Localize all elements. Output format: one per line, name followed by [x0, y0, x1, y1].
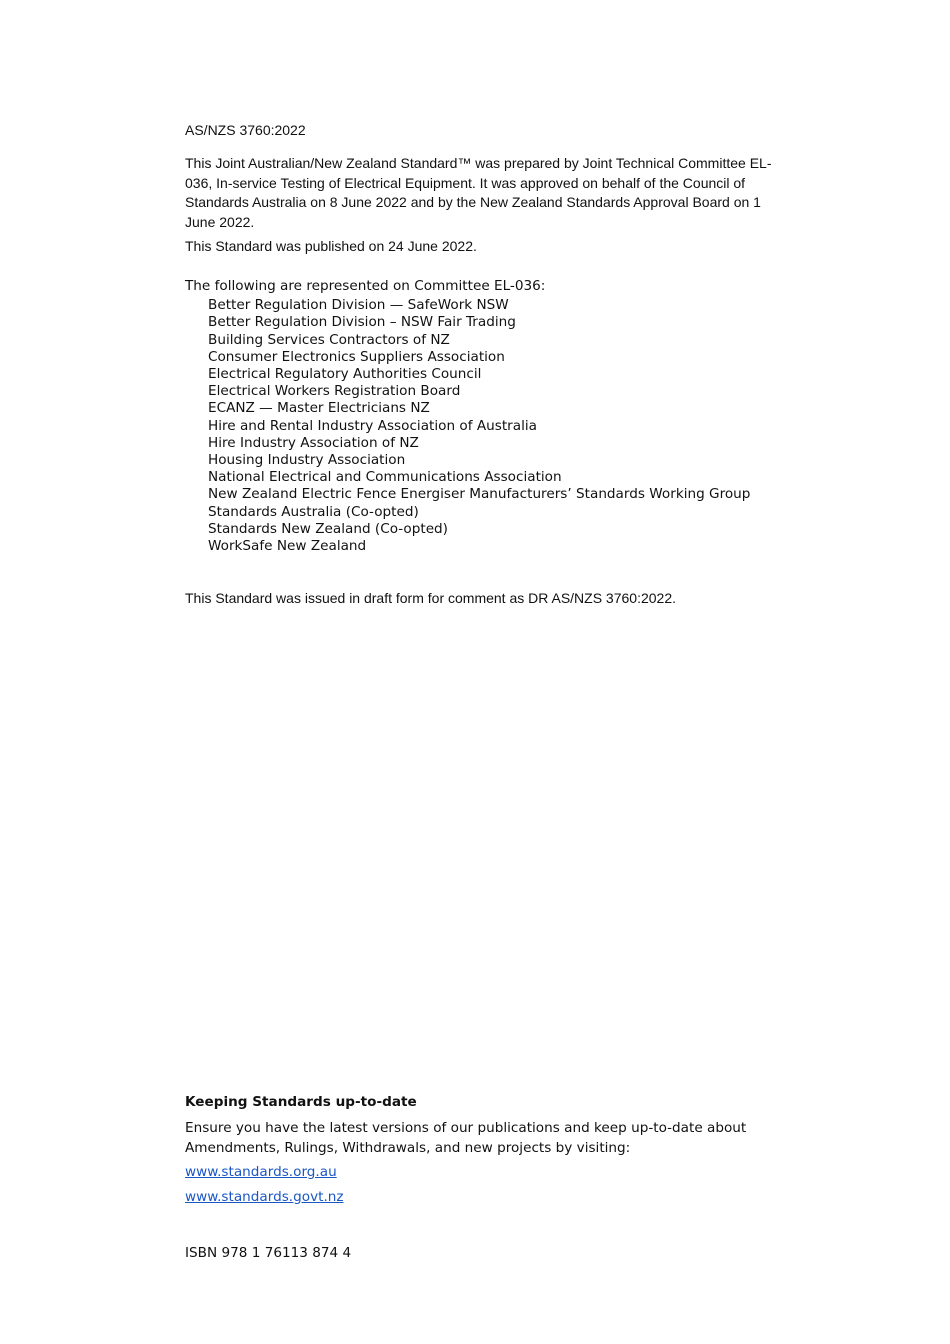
published-date: This Standard was published on 24 June 2022. [185, 238, 477, 254]
intro-paragraph: This Joint Australian/New Zealand Standard™ was prepared by Joint Technical Committee EL-036, In-service Testing of Electrical Equipment. It was approved on behalf of the Council of Standards Australia on 8 June 2022 and by the New Zealand Standards Approval Board on 1 June 2022. [185, 155, 772, 230]
keeping-up-to-date-heading: Keeping Standards up-to-date [185, 1094, 417, 1110]
standards-nz-link[interactable]: www.standards.govt.nz [185, 1189, 344, 1205]
committee-member: Electrical Regulatory Authorities Council [208, 366, 482, 383]
committee-member: ECANZ — Master Electricians NZ [208, 400, 430, 417]
committee-heading: The following are represented on Committee EL-036: [185, 278, 546, 294]
isbn-number: ISBN 978 1 76113 874 4 [185, 1245, 352, 1261]
committee-member: Better Regulation Division – NSW Fair Trading [208, 314, 516, 331]
committee-member: WorkSafe New Zealand [208, 538, 367, 555]
committee-member: Hire Industry Association of NZ [208, 434, 419, 451]
committee-member: Consumer Electronics Suppliers Association [208, 348, 505, 365]
keeping-up-to-date-body: Ensure you have the latest versions of our publications and keep up-to-date about Amendments, Rulings, Withdrawals, and new projects by visiting: [185, 1120, 747, 1156]
committee-list [208, 297, 750, 555]
committee-member: National Electrical and Communications Association [208, 469, 562, 486]
committee-member: Standards New Zealand (Co-opted) [208, 520, 448, 537]
committee-member: Electrical Workers Registration Board [208, 383, 461, 400]
committee-member: Housing Industry Association [208, 452, 406, 469]
committee-member: Hire and Rental Industry Association of Australia [208, 417, 537, 434]
committee-member: Standards Australia (Co-opted) [208, 503, 419, 520]
committee-member: Building Services Contractors of NZ [208, 331, 450, 348]
standards-au-link[interactable]: www.standards.org.au [185, 1164, 337, 1180]
draft-note: This Standard was issued in draft form for comment as DR AS/NZS 3760:2022. [185, 590, 676, 606]
committee-member: Better Regulation Division — SafeWork NSW [208, 297, 509, 314]
document-id: AS/NZS 3760:2022 [185, 122, 306, 138]
committee-member: New Zealand Electric Fence Energiser Manufacturers’ Standards Working Group [208, 486, 751, 503]
committee-section [185, 278, 750, 555]
